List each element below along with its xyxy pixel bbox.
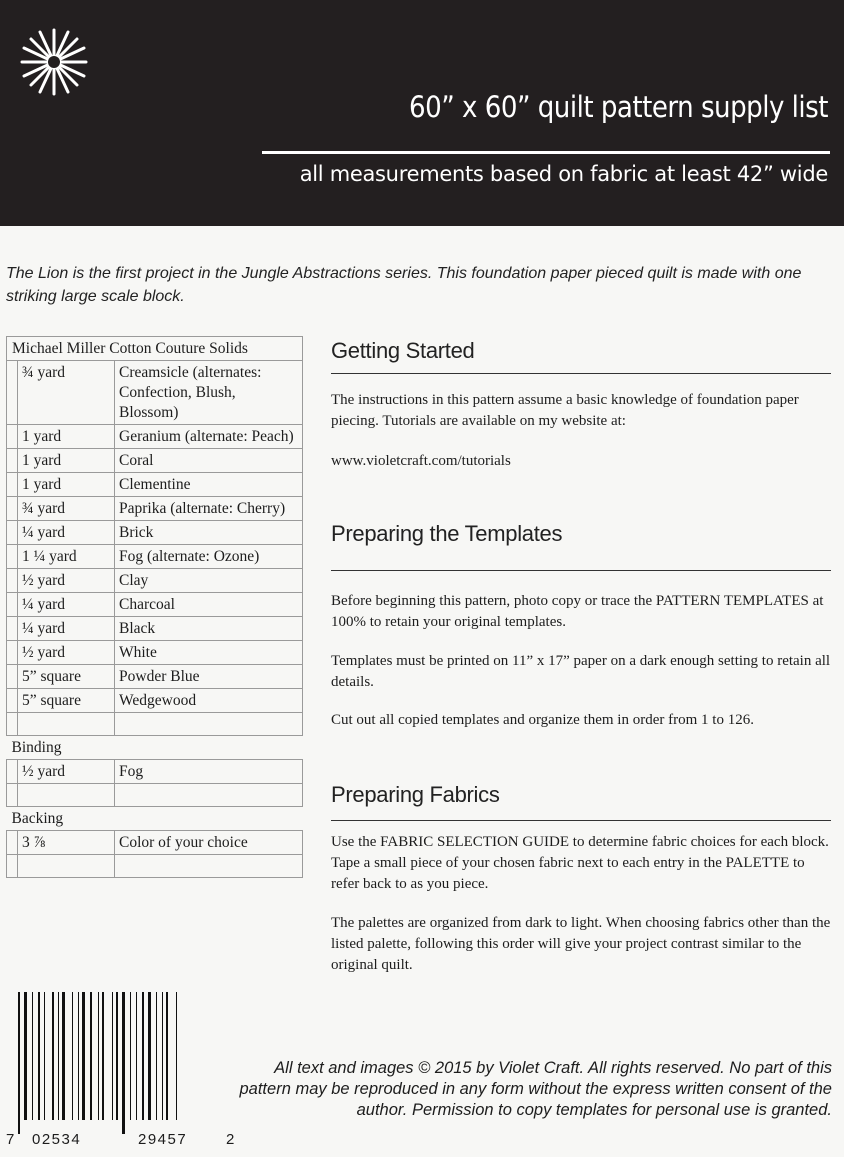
getting-started-title: Getting Started — [331, 338, 475, 363]
fabrics-title: Preparing Fabrics — [331, 782, 500, 807]
fabric-cell: Black — [115, 617, 303, 641]
barcode-bar — [32, 992, 33, 1120]
fabric-cell: Clementine — [115, 473, 303, 497]
table-section-header — [7, 807, 303, 831]
qty-cell: 1 yard — [18, 473, 115, 497]
barcode-bar — [78, 992, 79, 1120]
fabrics-text-1: Use the FABRIC SELECTION GUIDE to determine fabric choices for each block. Tape a small piece of your chosen fabric next to each entry in the PALETTE to refer back to as you piece. — [331, 834, 829, 892]
barcode-bar — [112, 992, 113, 1120]
templates-text-3: Cut out all copied templates and organize them in order from 1 to 126. — [331, 712, 754, 728]
table-row — [7, 361, 303, 425]
table-row — [7, 497, 303, 521]
barcode-bar — [148, 992, 151, 1120]
templates-text-1: Before beginning this pattern, photo copy or trace the PATTERN TEMPLATES at 100% to retain your original templates. — [331, 593, 824, 630]
table-row — [7, 689, 303, 713]
table-row — [7, 665, 303, 689]
templates-title: Preparing the Templates — [331, 521, 563, 546]
barcode-bar — [82, 992, 85, 1120]
header-title: 60” x 60” quilt pattern supply list — [409, 90, 828, 124]
table-section-header — [7, 736, 303, 760]
qty-cell: ¼ yard — [18, 617, 115, 641]
barcode-bar — [176, 992, 177, 1120]
qty-cell: ½ yard — [18, 569, 115, 593]
barcode-bar — [122, 992, 125, 1134]
header-subtitle: all measurements based on fabric at least 42” wide — [299, 162, 828, 186]
qty-cell: 1 ¼ yard — [18, 545, 115, 569]
barcode — [18, 992, 223, 1134]
copyright-line: author. Permission to copy templates for personal use is granted. — [356, 1101, 832, 1119]
fabric-cell: Wedgewood — [115, 689, 303, 713]
table-row — [7, 569, 303, 593]
table-row — [7, 593, 303, 617]
barcode-digit: 2 — [226, 1131, 236, 1148]
table-row — [7, 473, 303, 497]
table-row — [7, 425, 303, 449]
tutorial-link[interactable]: www.violetcraft.com/tutorials — [331, 453, 511, 469]
barcode-digit: 29457 — [138, 1131, 188, 1148]
table-row — [7, 449, 303, 473]
table-row-empty — [7, 713, 303, 736]
barcode-digit: 7 — [6, 1131, 16, 1148]
qty-cell: ¼ yard — [18, 521, 115, 545]
table-row-empty — [7, 784, 303, 807]
barcode-bar — [58, 992, 59, 1120]
table-row — [7, 831, 303, 855]
fabric-cell: Coral — [115, 449, 303, 473]
barcode-bar — [142, 992, 144, 1120]
barcode-bar — [102, 992, 104, 1120]
header-divider — [262, 151, 830, 154]
qty-cell: 5” square — [18, 665, 115, 689]
binding-title: Binding — [7, 736, 303, 760]
qty-cell: ½ yard — [18, 760, 115, 784]
section-divider — [331, 373, 831, 374]
fabric-cell: Fog — [115, 760, 303, 784]
barcode-bar — [162, 992, 163, 1120]
barcode-bar — [38, 992, 40, 1120]
barcode-bar — [18, 992, 20, 1134]
qty-cell: ¾ yard — [18, 497, 115, 521]
fabric-cell: Brick — [115, 521, 303, 545]
barcode-bar — [136, 992, 137, 1120]
table-row — [7, 545, 303, 569]
table-row — [7, 760, 303, 784]
fabric-cell: Paprika (alternate: Cherry) — [115, 497, 303, 521]
backing-title: Backing — [7, 807, 303, 831]
fabric-cell: Fog (alternate: Ozone) — [115, 545, 303, 569]
fabric-cell: Geranium (alternate: Peach) — [115, 425, 303, 449]
barcode-bar — [130, 992, 131, 1120]
fabric-cell: Clay — [115, 569, 303, 593]
barcode-bar — [98, 992, 99, 1120]
barcode-bar — [62, 992, 65, 1120]
header-banner — [0, 0, 844, 226]
fabrics-text-2: The palettes are organized from dark to light. When choosing fabrics other than the listed palette, following this order will give your project contrast similar to the original quilt. — [331, 915, 831, 973]
barcode-bar — [90, 992, 92, 1120]
fabric-cell: Color of your choice — [115, 831, 303, 855]
qty-cell: 1 yard — [18, 425, 115, 449]
table-row — [7, 617, 303, 641]
barcode-bar — [166, 992, 168, 1120]
qty-cell: 5” square — [18, 689, 115, 713]
barcode-digit: 02534 — [32, 1131, 82, 1148]
copyright-line: pattern may be reproduced in any form without the express written consent of the — [239, 1080, 832, 1098]
qty-cell: ¾ yard — [18, 361, 115, 425]
barcode-bar — [24, 992, 27, 1120]
section-divider — [331, 820, 831, 821]
table-row — [7, 641, 303, 665]
qty-cell: 3 ⅞ — [18, 831, 115, 855]
starburst-icon — [18, 26, 90, 98]
qty-cell: ¼ yard — [18, 593, 115, 617]
barcode-bar — [116, 992, 118, 1120]
section-divider — [331, 570, 831, 571]
table-row — [7, 521, 303, 545]
fabric-cell: Creamsicle (alternates: Confection, Blush, Blossom) — [115, 361, 303, 425]
barcode-bar — [52, 992, 54, 1120]
fabric-line-title: Michael Miller Cotton Couture Solids — [7, 337, 303, 361]
copyright-notice — [232, 1058, 832, 1121]
table-section-header — [7, 337, 303, 361]
copyright-line: All text and images © 2015 by Violet Craft. All rights reserved. No part of this — [274, 1059, 832, 1077]
qty-cell: 1 yard — [18, 449, 115, 473]
intro-text: The Lion is the first project in the Jungle Abstractions series. This foundation paper pieced quilt is made with one striking large scale block. — [6, 265, 802, 305]
barcode-bar — [72, 992, 73, 1120]
fabric-cell: Charcoal — [115, 593, 303, 617]
templates-text-2: Templates must be printed on 11” x 17” paper on a dark enough setting to retain all details. — [331, 653, 831, 690]
getting-started-text: The instructions in this pattern assume a basic knowledge of foundation paper piecing. Tutorials are available on my website at: — [331, 392, 799, 429]
qty-cell: ½ yard — [18, 641, 115, 665]
table-row-empty — [7, 855, 303, 878]
barcode-bar — [156, 992, 157, 1120]
barcode-bar — [44, 992, 45, 1120]
supply-table — [6, 336, 303, 878]
fabric-cell: Powder Blue — [115, 665, 303, 689]
fabric-cell: White — [115, 641, 303, 665]
